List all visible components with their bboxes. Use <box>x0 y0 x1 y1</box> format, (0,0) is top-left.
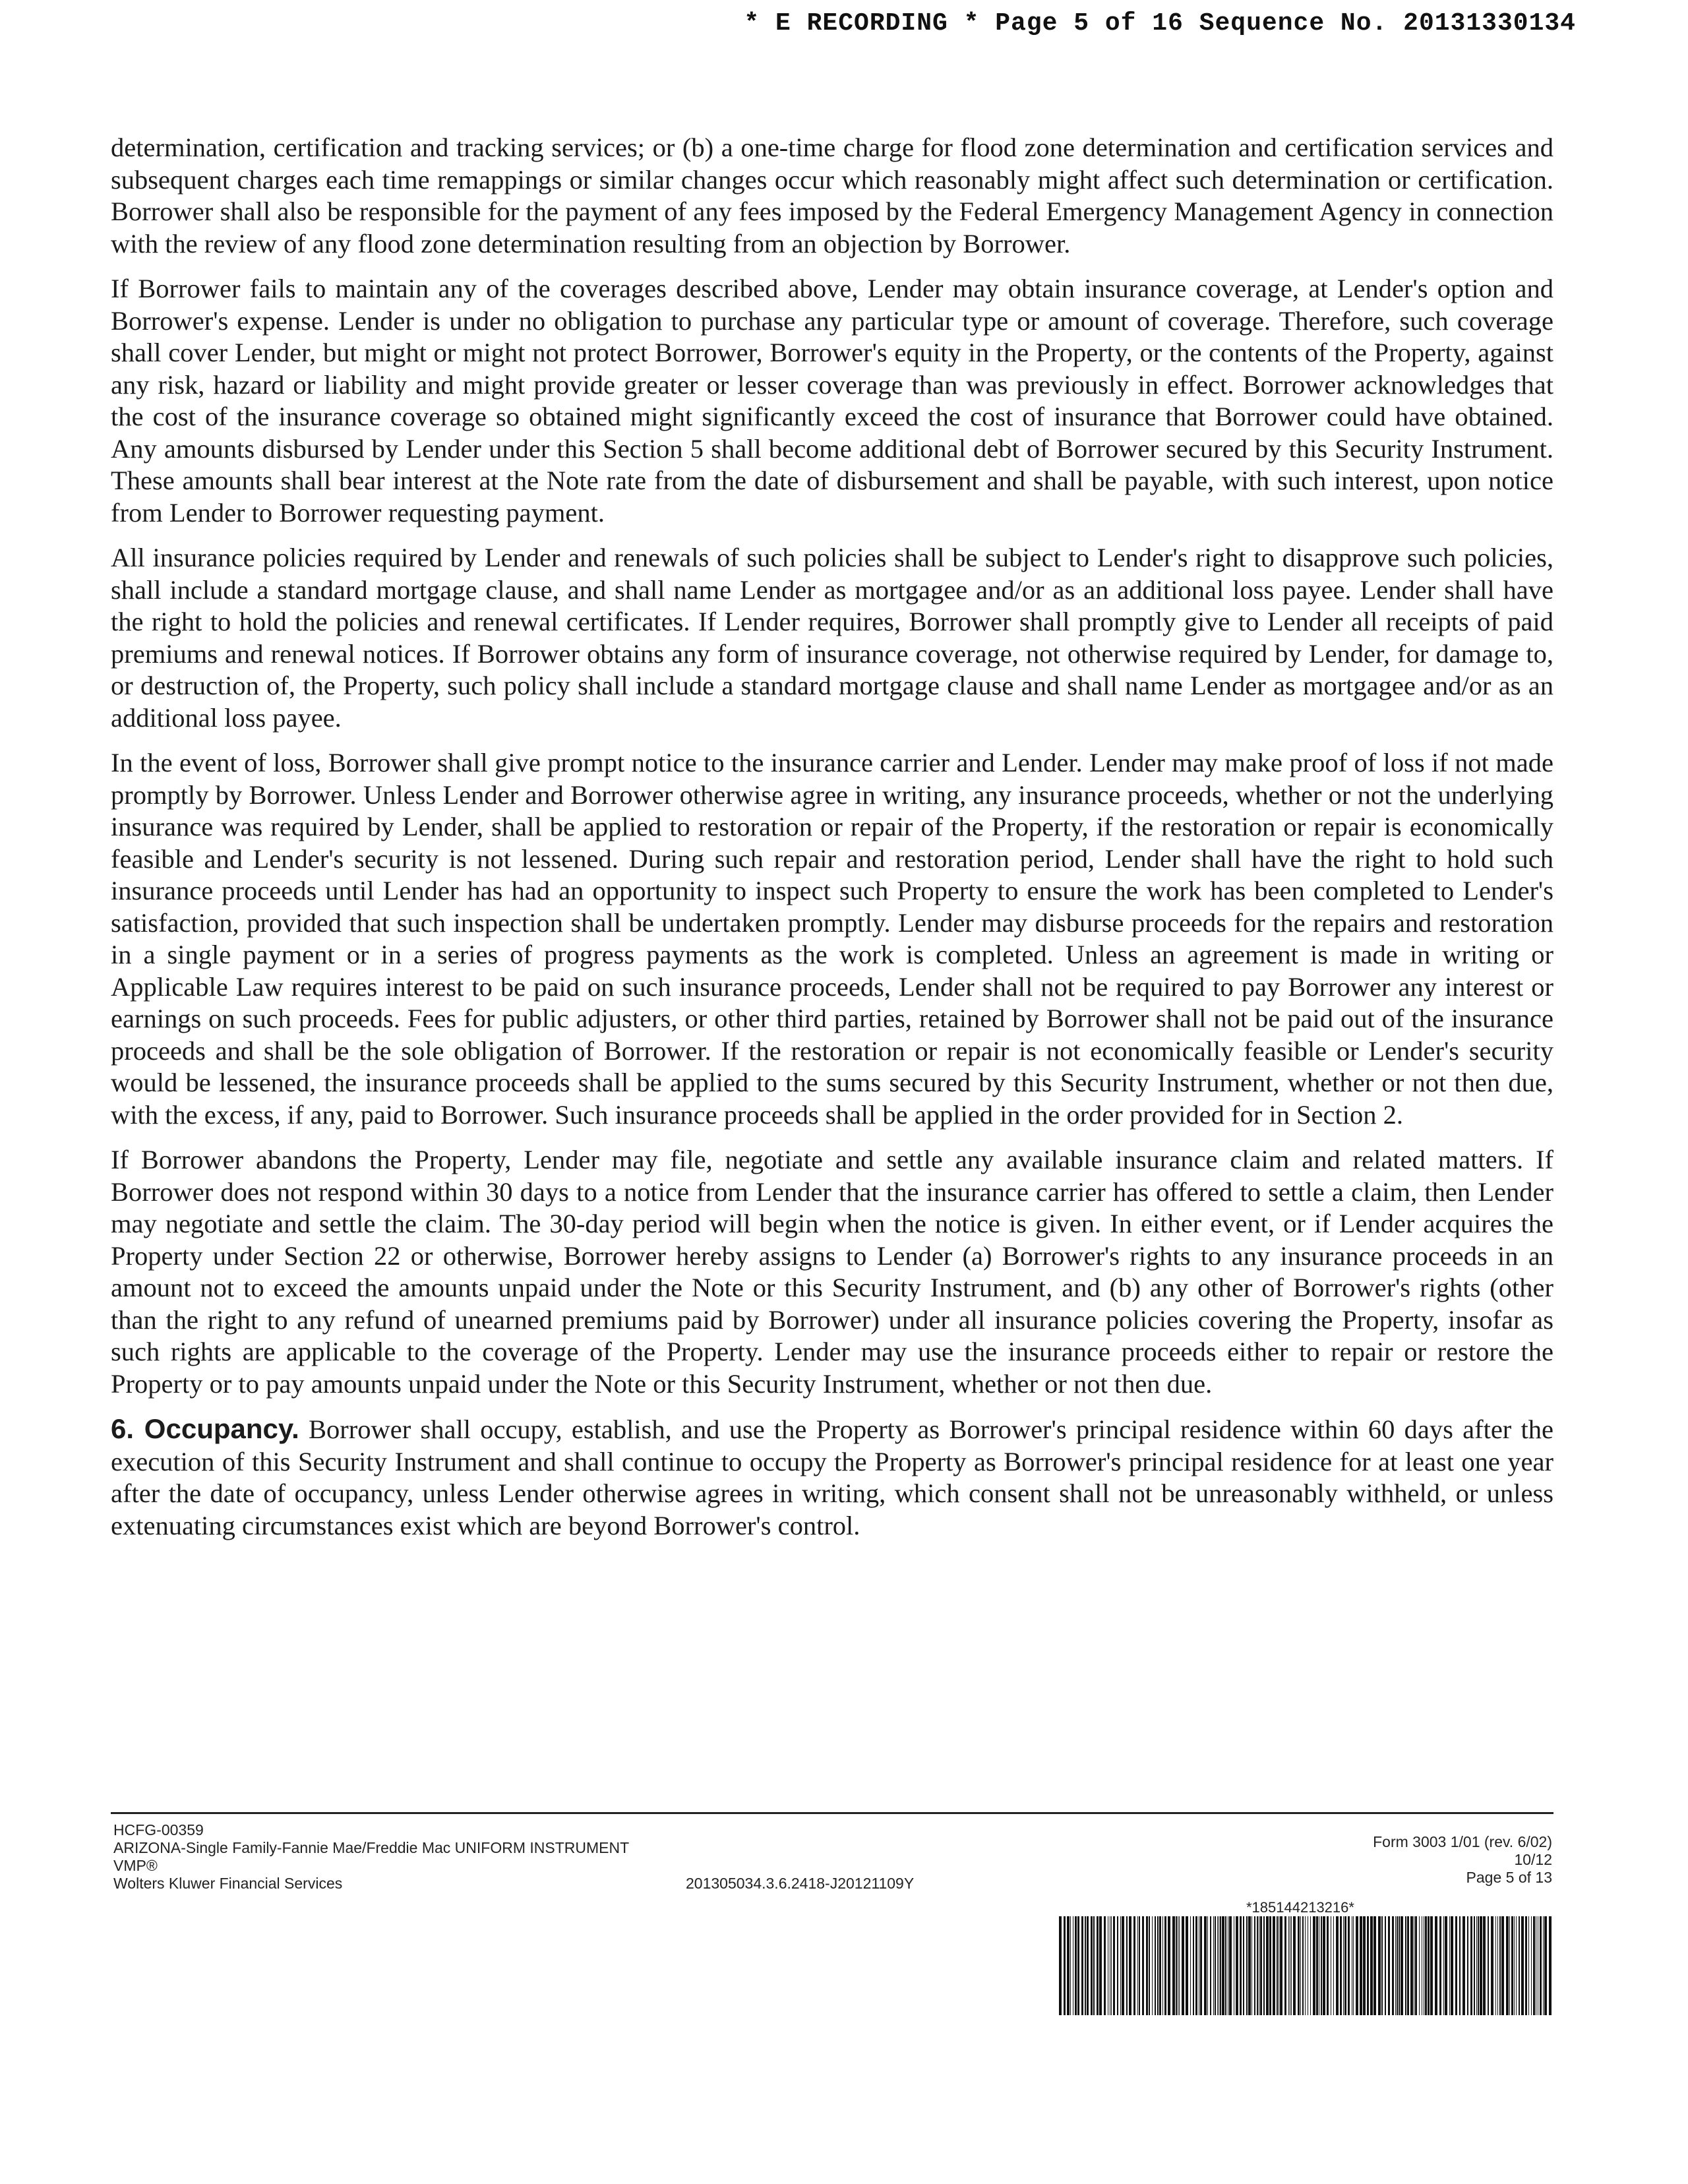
barcode-bar <box>1511 1916 1513 2015</box>
barcode-bar <box>1425 1916 1427 2015</box>
barcode-bar <box>1195 1916 1197 2015</box>
barcode-bar <box>1525 1916 1527 2015</box>
barcode-bar <box>1129 1916 1131 2015</box>
barcode-bar <box>1385 1916 1386 2015</box>
barcode-bar <box>1506 1916 1509 2015</box>
barcode-bar <box>1395 1916 1396 2015</box>
barcode-bar <box>1497 1916 1498 2015</box>
barcode-bar <box>1164 1916 1166 2015</box>
barcode-bar <box>1474 1916 1475 2015</box>
barcode-bar <box>1257 1916 1258 2015</box>
barcode-bar <box>1113 1916 1115 2015</box>
barcode-bar <box>1516 1916 1517 2015</box>
barcode-bar <box>1344 1916 1346 2015</box>
barcode-bar <box>1157 1916 1159 2015</box>
section-6-occupancy <box>111 1413 1553 1542</box>
barcode-bar <box>1277 1916 1278 2015</box>
barcode-bar <box>1091 1916 1093 2015</box>
barcode-bar <box>1168 1916 1170 2015</box>
barcode-bar <box>1190 1916 1191 2015</box>
paragraph-flood-determination: determination, certification and tracking services; or (b) a one-time charge for flood zone determination and certification services and subsequent charges each time remappings or similar changes occur which reasonably might affect such determination or certification. Borrower shall also be responsible for the payment of any fees imposed by the Federal Emergency Management Agency in connection with the review of any flood zone determination resulting from an objection by Borrower. <box>111 133 1553 258</box>
barcode-bar <box>1193 1916 1194 2015</box>
barcode-bar <box>1407 1916 1409 2015</box>
footer-right-block <box>1373 1833 1552 1887</box>
barcode-bar <box>1519 1916 1520 2015</box>
barcode-bar <box>1207 1916 1208 2015</box>
barcode-bar <box>1126 1916 1128 2015</box>
barcode-bar <box>1298 1916 1300 2015</box>
barcode-bar <box>1501 1916 1504 2015</box>
barcode-bar <box>1462 1916 1465 2015</box>
barcode-bar <box>1443 1916 1444 2015</box>
barcode-bar <box>1070 1916 1071 2015</box>
barcode-bar <box>1182 1916 1184 2015</box>
barcode-bar <box>1210 1916 1211 2015</box>
paragraph-insurance-policies: All insurance policies required by Lender and renewals of such policies shall be subject to Lender's right to disapprove such policies, shall include a standard mortgage clause, and shall name Lender as mortgagee and/or as an additional loss payee. Lender shall have the right to hold the policies and renewal certificates. If Lender requires, Borrower shall promptly give to Lender all receipts of paid premiums and renewal notices. If Borrower obtains any form of insurance coverage, not otherwise required by Lender, for damage to, or destruction of, the Property, such policy shall include a standard mortgage clause and shall name Lender as mortgagee and/or as an additional loss payee. <box>111 543 1553 733</box>
section-6-text: Borrower shall occupy, establish, and use the Property as Borrower's principal residence within 60 days after the execution of this Security Instrument and shall continue to occupy the Property as Borrower's principal residence for at least one year after the date of occupancy, unless Lender otherwise agrees in writing, which consent shall not be unreasonably withheld, or unless extenuating circumstances exist which are beyond Borrower's control. <box>111 1414 1553 1540</box>
barcode-bar <box>1146 1916 1148 2015</box>
barcode-bar <box>1291 1916 1292 2015</box>
barcode-bar <box>1085 1916 1086 2015</box>
barcode-bar <box>1059 1916 1062 2015</box>
barcode-bar <box>1451 1916 1453 2015</box>
footer-form-id: HCFG-00359 <box>113 1821 204 1838</box>
barcode-bar <box>1284 1916 1286 2015</box>
barcode-bar <box>1236 1916 1238 2015</box>
barcode-bar <box>1480 1916 1482 2015</box>
barcode-bar <box>1293 1916 1296 2015</box>
footer-revision: 10/12 <box>1514 1851 1552 1868</box>
barcode-bar <box>1397 1916 1398 2015</box>
footer-form-number: Form 3003 1/01 (rev. 6/02) <box>1373 1833 1552 1850</box>
barcode-bar <box>1459 1916 1461 2015</box>
barcode-bar <box>1260 1916 1262 2015</box>
barcode-bar <box>1122 1916 1124 2015</box>
barcode-bar <box>1410 1916 1413 2015</box>
barcode-bar <box>1111 1916 1112 2015</box>
section-6-heading: 6. Occupancy. <box>111 1413 299 1444</box>
barcode-bar <box>1323 1916 1325 2015</box>
barcode-bar <box>1327 1916 1329 2015</box>
barcode-bar <box>1528 1916 1529 2015</box>
barcode-bar <box>1248 1916 1251 2015</box>
barcode-bar <box>1544 1916 1547 2015</box>
paragraph-event-of-loss: In the event of loss, Borrower shall give prompt notice to the insurance carrier and Lender. Lender may make proof of loss if not made promptly by Borrower. Unless Lender and Borrower otherwise agree in writing, any insurance proceeds, whether or not the underlying insurance was required by Lender, shall be applied to restoration or repair of the Property, if the restoration or repair is economically feasible and Lender's security is not lessened. During such repair and restoration period, Lender shall have the right to hold such insurance proceeds until Lender has had an opportunity to inspect such Property to ensure the work has been completed to Lender's satisfaction, provided that such inspection shall be undertaken promptly. Lender may disburse proceeds for the repairs and restoration in a single payment or in a series of progress payments as the work is completed. Unless an agreement is made in writing or Applicable Law requires interest to be paid on such insurance proceeds, Lender shall not be required to pay Borrower any interest or earnings on such proceeds. Fees for public adjusters, or other third parties, retained by Borrower shall not be paid out of the insurance proceeds and shall be the sole obligation of Borrower. If the restoration or repair is not economically feasible or Lender's security would be lessened, the insurance proceeds shall be applied to the sums secured by this Security Instrument, whether or not then due, with the excess, if any, paid to Borrower. Such insurance proceeds shall be applied in the order provided for in Section 2. <box>111 748 1553 1130</box>
barcode-bar <box>1081 1916 1083 2015</box>
barcode-bar <box>1240 1916 1242 2015</box>
barcode-bar <box>1488 1916 1489 2015</box>
barcode-bar <box>1300 1916 1301 2015</box>
barcode-bar <box>1280 1916 1282 2015</box>
barcode-bar <box>1543 1916 1544 2015</box>
barcode-bar <box>1229 1916 1232 2015</box>
footer-publisher: Wolters Kluwer Financial Services <box>113 1875 343 1892</box>
barcode-bar <box>1381 1916 1383 2015</box>
barcode-bar <box>1313 1916 1315 2015</box>
barcode-bar <box>1549 1916 1552 2015</box>
barcode-bar <box>1467 1916 1468 2015</box>
barcode-bar <box>1179 1916 1180 2015</box>
recording-stamp: * E RECORDING * Page 5 of 16 Sequence No. 20131330134 <box>744 9 1576 38</box>
barcode-bar <box>1186 1916 1188 2015</box>
barcode-bar <box>1246 1916 1248 2015</box>
barcode-bar <box>1540 1916 1542 2015</box>
barcode-bar <box>1064 1916 1066 2015</box>
barcode-bar <box>1348 1916 1350 2015</box>
barcode-bar <box>1531 1916 1532 2015</box>
barcode-bar <box>1254 1916 1255 2015</box>
barcode-bar <box>1435 1916 1437 2015</box>
barcode-bar <box>1455 1916 1457 2015</box>
barcode-bar <box>1373 1916 1376 2015</box>
barcode-bar <box>1321 1916 1322 2015</box>
barcode-bar <box>1137 1916 1138 2015</box>
paragraph-abandonment: If Borrower abandons the Property, Lender may file, negotiate and settle any available insurance claim and related matters. If Borrower does not respond within 30 days to a notice from Lender that the insurance carrier has offered to settle a claim, then Lender may negotiate and settle the claim. The 30-day period will begin when the notice is given. In either event, or if Lender acquires the Property under Section 22 or otherwise, Borrower hereby assigns to Lender (a) Borrower's rights to any insurance proceeds in an amount not to exceed the amounts unpaid under the Note or this Security Instrument, and (b) any other of Borrower's rights (other than the right to any refund of unearned premiums paid by Borrower) under all insurance policies covering the Property, insofar as such rights are applicable to the coverage of the Property. Lender may use the insurance proceeds either to repair or restore the Property or to pay amounts unpaid under the Note or this Security Instrument, whether or not then due. <box>111 1145 1553 1399</box>
barcode-bar <box>1449 1916 1450 2015</box>
document-body <box>111 132 1553 1555</box>
barcode-bar <box>1305 1916 1306 2015</box>
barcode-bar <box>1428 1916 1430 2015</box>
barcode-bar <box>1363 1916 1366 2015</box>
barcode-bar <box>1172 1916 1175 2015</box>
barcode-bar <box>1316 1916 1318 2015</box>
barcode-bar <box>1439 1916 1441 2015</box>
barcode-bar <box>1415 1916 1417 2015</box>
footer-vmp: VMP® <box>113 1857 158 1874</box>
barcode-bar <box>1149 1916 1150 2015</box>
barcode-bar <box>1445 1916 1447 2015</box>
barcode-bar <box>1251 1916 1252 2015</box>
barcode-bar <box>1215 1916 1216 2015</box>
barcode-bar <box>1222 1916 1224 2015</box>
barcode-bar <box>1405 1916 1406 2015</box>
barcode-bar <box>1483 1916 1486 2015</box>
barcode-bar <box>1067 1916 1070 2015</box>
barcode-bar <box>1120 1916 1121 2015</box>
barcode-bar <box>1419 1916 1420 2015</box>
barcode-bar <box>1378 1916 1381 2015</box>
barcode-bar <box>1392 1916 1394 2015</box>
barcode-number: *185144213216* <box>1246 1899 1354 1916</box>
barcode-bar <box>1133 1916 1135 2015</box>
footer-left-block <box>113 1821 629 1893</box>
barcode-bar <box>1401 1916 1403 2015</box>
barcode-bar <box>1333 1916 1334 2015</box>
barcode-bar <box>1360 1916 1362 2015</box>
barcode-bar <box>1343 1916 1344 2015</box>
barcode-bar <box>1476 1916 1477 2015</box>
barcode-bar <box>1388 1916 1390 2015</box>
barcode-bar <box>1478 1916 1479 2015</box>
barcode-bar <box>1142 1916 1144 2015</box>
barcode-icon <box>1059 1916 1553 2015</box>
barcode-bar <box>1155 1916 1156 2015</box>
barcode-bar <box>1200 1916 1202 2015</box>
barcode-bar <box>1509 1916 1510 2015</box>
barcode-bar <box>1266 1916 1269 2015</box>
barcode-bar <box>1399 1916 1400 2015</box>
barcode-bar <box>1499 1916 1501 2015</box>
barcode-bar <box>1533 1916 1535 2015</box>
barcode-bar <box>1213 1916 1214 2015</box>
barcode-bar <box>1491 1916 1493 2015</box>
footer-doc-code: 201305034.3.6.2418-J20121109Y <box>686 1875 915 1892</box>
barcode-bar <box>1370 1916 1373 2015</box>
barcode-bar <box>1336 1916 1339 2015</box>
barcode-bar <box>1217 1916 1218 2015</box>
barcode-bar <box>1243 1916 1244 2015</box>
barcode-bar <box>1514 1916 1515 2015</box>
barcode-bar <box>1353 1916 1354 2015</box>
barcode-bar <box>1220 1916 1221 2015</box>
footer-form-title: ARIZONA-Single Family-Fannie Mae/Freddie Mac UNIFORM INSTRUMENT <box>113 1839 630 1856</box>
barcode-bar <box>1356 1916 1358 2015</box>
barcode-bar <box>1340 1916 1342 2015</box>
barcode-bar <box>1204 1916 1207 2015</box>
barcode-bar <box>1093 1916 1095 2015</box>
barcode-bar <box>1087 1916 1089 2015</box>
barcode-bar <box>1495 1916 1496 2015</box>
barcode-bar <box>1430 1916 1433 2015</box>
barcode-bar <box>1263 1916 1265 2015</box>
barcode-bar <box>1288 1916 1289 2015</box>
barcode-bar <box>1176 1916 1177 2015</box>
barcode-bar <box>1139 1916 1140 2015</box>
barcode-bar <box>1521 1916 1524 2015</box>
barcode-bar <box>1104 1916 1106 2015</box>
barcode-bar <box>1159 1916 1161 2015</box>
footer-page-label: Page 5 of 13 <box>1466 1869 1552 1886</box>
barcode-bar <box>1302 1916 1304 2015</box>
barcode-bar <box>1367 1916 1369 2015</box>
barcode-bar <box>1077 1916 1079 2015</box>
barcode-bar <box>1470 1916 1472 2015</box>
barcode-bar <box>1117 1916 1118 2015</box>
paragraph-lender-coverage: If Borrower fails to maintain any of the coverages described above, Lender may obtain insurance coverage, at Lender's option and Borrower's expense. Lender is under no obligation to purchase any particular type or amount of coverage. Therefore, such coverage shall cover Lender, but might or might not protect Borrower, Borrower's equity in the Property, or the contents of the Property, against any risk, hazard or liability and might provide greater or lesser coverage than was previously in effect. Borrower acknowledges that the cost of the insurance coverage so obtained might significantly exceed the cost of insurance that Borrower could have obtained. Any amounts disbursed by Lender under this Section 5 shall become additional debt of Borrower secured by this Security Instrument. These amounts shall bear interest at the Note rate from the date of disbursement and shall be payable, with such interest, upon notice from Lender to Borrower requesting payment. <box>111 274 1553 528</box>
barcode-bar <box>1310 1916 1311 2015</box>
barcode-bar <box>1225 1916 1226 2015</box>
barcode-bar <box>1075 1916 1077 2015</box>
barcode-bar <box>1269 1916 1271 2015</box>
barcode-bar <box>1162 1916 1163 2015</box>
barcode-bar <box>1152 1916 1153 2015</box>
barcode-bar <box>1097 1916 1099 2015</box>
barcode-bar <box>1099 1916 1102 2015</box>
barcode-bar <box>1273 1916 1275 2015</box>
footer-divider <box>111 1812 1553 1814</box>
